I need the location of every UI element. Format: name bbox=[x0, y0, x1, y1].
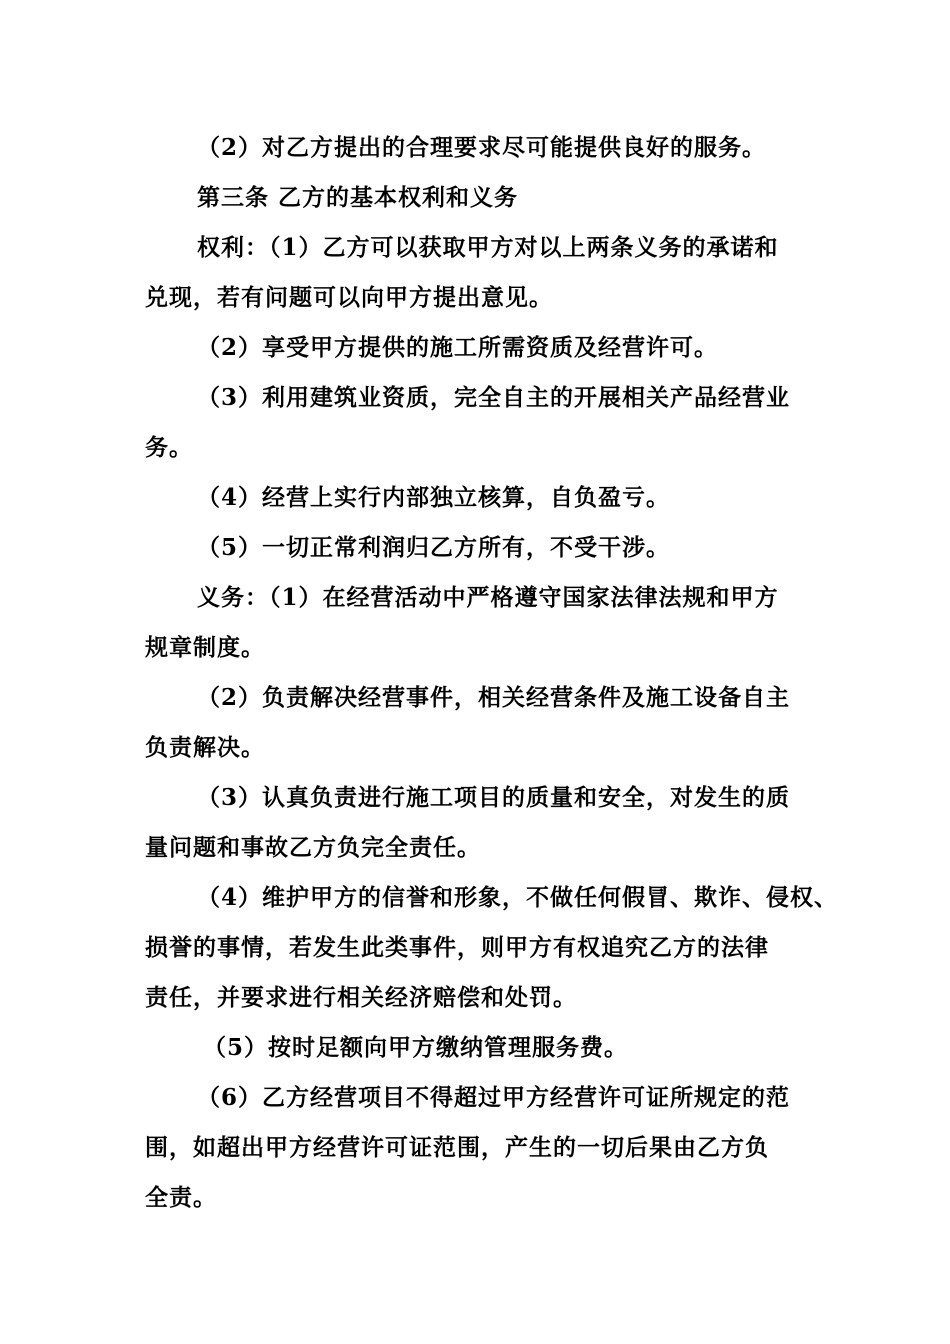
text-line: 义务：（1）在经营活动中严格遵守国家法律法规和甲方 bbox=[197, 584, 779, 611]
section-heading: 第三条 乙方的基本权利和义务 bbox=[197, 184, 519, 211]
text-line: （4）维护甲方的信誉和形象，不做任何假冒、欺诈、侵权、 bbox=[197, 884, 839, 911]
text-line: （4）经营上实行内部独立核算，自负盈亏。 bbox=[197, 484, 671, 511]
text-line: 兑现，若有问题可以向甲方提出意见。 bbox=[145, 284, 553, 311]
text-line: （3）认真负责进行施工项目的质量和安全，对发生的质 bbox=[197, 784, 791, 811]
text-line: 全责。 bbox=[145, 1184, 217, 1211]
text-line: （6）乙方经营项目不得超过甲方经营许可证所规定的范 bbox=[197, 1084, 791, 1111]
text-line: （3）利用建筑业资质，完全自主的开展相关产品经营业 bbox=[197, 384, 791, 411]
text-line: （5）一切正常利润归乙方所有，不受干涉。 bbox=[197, 534, 671, 561]
text-line: 规章制度。 bbox=[145, 634, 265, 661]
text-line: 责任，并要求进行相关经济赔偿和处罚。 bbox=[145, 984, 577, 1011]
text-line: （2）负责解决经营事件，相关经营条件及施工设备自主 bbox=[197, 684, 791, 711]
text-line: 负责解决。 bbox=[145, 734, 265, 761]
text-line: 务。 bbox=[145, 434, 193, 461]
text-line: 围，如超出甲方经营许可证范围，产生的一切后果由乙方负 bbox=[145, 1134, 769, 1161]
text-line: （2）享受甲方提供的施工所需资质及经营许可。 bbox=[197, 334, 719, 361]
text-line: 量问题和事故乙方负完全责任。 bbox=[145, 834, 481, 861]
text-line: （2）对乙方提出的合理要求尽可能提供良好的服务。 bbox=[197, 134, 767, 161]
text-line: 损誉的事情，若发生此类事件，则甲方有权追究乙方的法律 bbox=[145, 934, 769, 961]
text-line: （5）按时足额向甲方缴纳管理服务费。 bbox=[203, 1034, 629, 1061]
text-line: 权利：（1）乙方可以获取甲方对以上两条义务的承诺和 bbox=[197, 234, 779, 261]
